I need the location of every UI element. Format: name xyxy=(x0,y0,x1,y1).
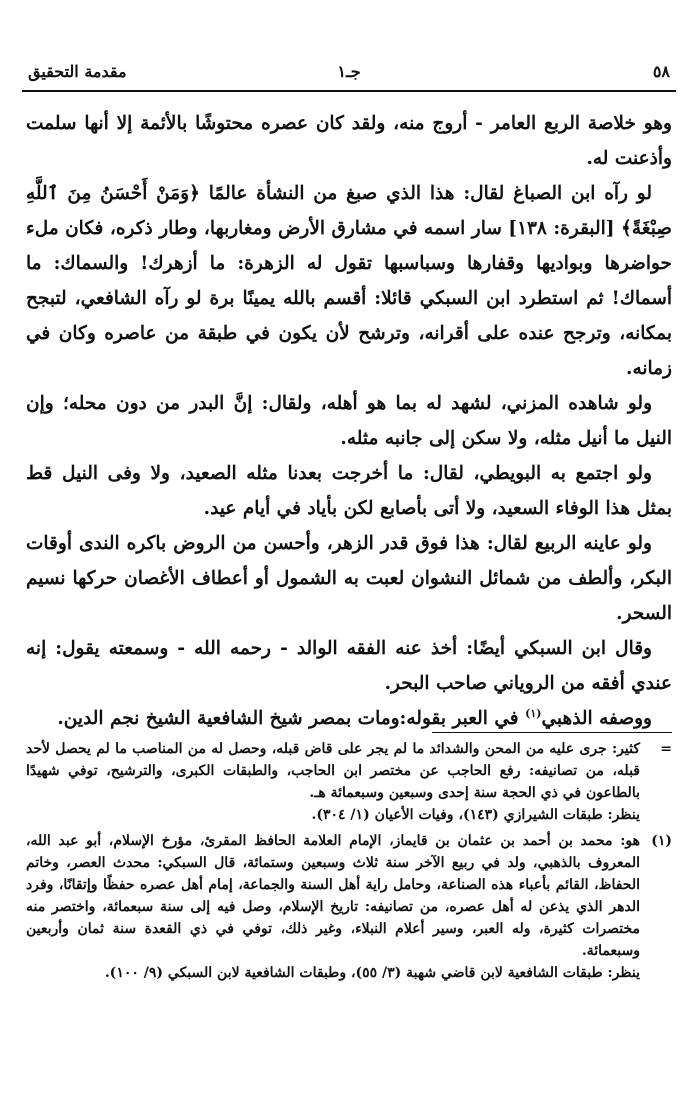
paragraph-2: لو رآه ابن الصباغ لقال: هذا الذي صبغ من النشأة عالمًا ﴿وَمَنْ أَحْسَنُ مِنَ ٱللَّهِ صِبْغَةً﴾ [البقرة: ١٣٨] سار اسمه في مشارق الأرض ومغاربها، وطار ذكره، فكان ملء حواضرها وبواديها وقفارها وسباسبها تقول له الزهرة: ما أزهرك! والسماك: ما أسماك! ثم استطرد ابن السبكي قائلا: أقسم بالله يمينًا برة لو رآه الشافعي، لتبجح بمكانه، وترجح عنده على أقرانه، وترشح لأن يكون في طبقة من عاصره وكان في زمانه. xyxy=(26,183,672,379)
paragraph-6: وقال ابن السبكي أيضًا: أخذ عنه الفقه الوالد - رحمه الله - وسمعته يقول: إنه عندي أفقه من الروياني صاحب البحر. xyxy=(26,638,672,694)
paragraph-5: ولو عاينه الربيع لقال: هذا فوق قدر الزهر، وأحسن من الروض باكره الندى أوقات البكر، وألطف من شمائل النشوان لعبت به الشمول أو أعطاف الأغصان حركها نسيم السحر. xyxy=(26,533,672,624)
footnote-1 xyxy=(26,830,672,984)
footnote-continued xyxy=(26,738,672,826)
footnote-1-source: ينظر: طبقات الشافعية لابن قاضي شهبة (٣/ ٥٥)، وطبقات الشافعية لابن السبكي (٩/ ١٠٠). xyxy=(104,965,640,981)
page-number: ٥٨ xyxy=(652,62,670,81)
footnote-continued-text: كثير: جرى عليه من المحن والشدائد ما لم يجر على قاض قبله، وحصل له من المناصب ما لم يحصل لأحد قبله، من تصانيفه: رفع الحاجب عن مختصر ابن الحاجب، والطبقات الكبرى، والترشيح، توفي شهيدًا بالطاعون في ذي الحجة سنة إحدى وسبعين وسبعمائة هـ. xyxy=(26,741,640,801)
footnote-1-mark: (١) xyxy=(651,833,672,849)
paragraph-7-start: ووصفه الذهبي xyxy=(541,708,652,729)
footnote-1-text: هو: محمد بن أحمد بن عثمان بن قايماز، الإمام العلامة الحافظ المقرئ، مؤرخ الإسلام، أبو عبد الله، المعروف بالذهبي، ولد في ربيع الآخر سنة ثلاث وسبعين وستمائة، قال السبكي: محدث العصر، وخاتم الحفاظ، القائم بأعباء هذه الصناعة، وحامل راية أهل السنة والجماعة، إمام أهل عصره حفظًا وإتقانًا، وفرد الدهر الذي يذعن له أهل عصره، من تصانيفه: تاريخ الإسلام، وصل فيه إلى سنة سبعمائة، واختصر منه مختصرات كثيرة، وله العبر، وسير أعلام النبلاء، وغير ذلك، توفي في ذي القعدة سنة ثمان وأربعين وسبعمائة. xyxy=(26,833,640,959)
footnote-rule xyxy=(432,732,672,733)
paragraph-7-end: في العبر بقوله:ومات بمصر شيخ الشافعية الشيخ نجم الدين. xyxy=(57,708,526,729)
footnote-ref-1: (١) xyxy=(525,706,542,720)
paragraph-1: وهو خلاصة الربع العامر - أروج منه، ولقد كان عصره محتوشًا بالأئمة إلا أنها سلمت وأذعنت له. xyxy=(26,113,672,169)
page-header xyxy=(22,62,676,88)
running-title: مقدمة التحقيق xyxy=(28,62,127,81)
footnote-continued-source: ينظر: طبقات الشيرازي (١٤٣)، وفيات الأعيان (١/ ٣٠٤). xyxy=(311,807,640,823)
volume-label: جـ١ xyxy=(337,62,361,81)
main-text xyxy=(26,106,672,736)
paragraph-7 xyxy=(26,701,672,736)
header-rule xyxy=(22,90,676,92)
footnotes xyxy=(26,738,672,984)
paragraph-3: ولو شاهده المزني، لشهد له بما هو أهله، ولقال: إنَّ البدر من دون محله؛ وإن النيل ما أنيل مثله، ولا سكن إلى جانبه مثله. xyxy=(26,393,672,449)
paragraph-4: ولو اجتمع به البويطي، لقال: ما أخرجت بعدنا مثله الصعيد، ولا وفى النيل قط بمثل هذا الوفاء السعيد، ولا أتى بأصابع لكن بأياد في أيام عيد. xyxy=(26,463,672,519)
footnote-continued-mark: = xyxy=(660,741,672,757)
